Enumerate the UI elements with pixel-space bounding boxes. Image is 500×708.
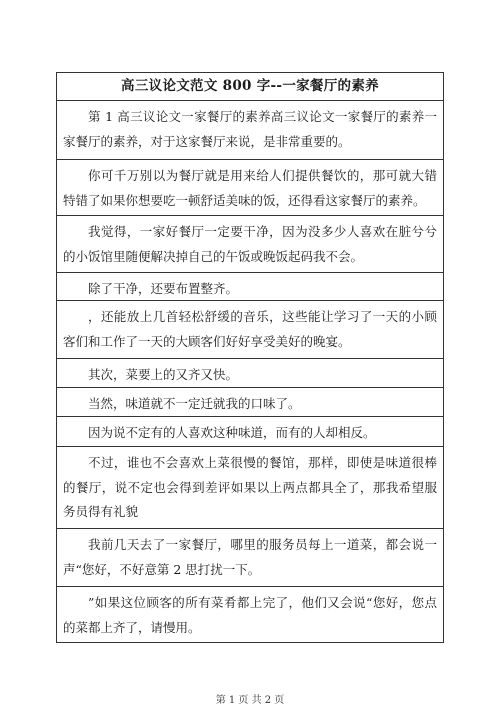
page-number: 第 1 页 共 2 页 [215,695,285,706]
document-title: 高三议论文范文 800 字--一家餐厅的素养 [57,73,443,101]
paragraph-8: 因为说不定有的人喜欢这种味道，而有的人却相反。 [57,417,443,447]
paragraph-5: ，还能放上几首轻松舒缓的音乐，这些能让学习了一天的小顾客们和工作了一天的大顾客们好好享受美好的晚宴。 [57,301,443,359]
paragraph-4: 除了干净，还要布置整齐。 [57,273,443,301]
paragraph-6: 其次，菜要上的又齐又快。 [57,359,443,388]
paragraph-2: 你可千万别以为餐厅就是用来给人们提供餐饮的，那可就大错特错了如果你想要吃一顿舒适美味的饭，还得看这家餐厅的素养。 [57,160,443,216]
paragraph-7: 当然，味道就不一定迁就我的口味了。 [57,388,443,417]
essay-table [56,72,444,643]
paragraph-3: 我觉得，一家好餐厅一定要干净，因为没多少人喜欢在脏兮兮的小饭馆里随便解决掉自己的午饭或晚饭起码我不会。 [57,216,443,273]
paragraph-1: 第 1 高三议论文一家餐厅的素养高三议论文一家餐厅的素养一家餐厅的素养，对于这家餐厅来说，是非常重要的。 [57,101,443,160]
paragraph-9: 不过，谁也不会喜欢上菜很慢的餐馆，那样，即使是味道很棒的餐厅，说不定也会得到差评如果以上两点都具全了，那我希望服务员得有礼貌 [57,447,443,529]
paragraph-10: 我前几天去了一家餐厅，哪里的服务员每上一道菜，都会说一声“您好，不好意第 2 思打扰一下。 [57,529,443,587]
paragraph-11: ”如果这位顾客的所有菜肴都上完了，他们又会说“您好，您点的菜都上齐了，请慢用。 [63,595,437,635]
